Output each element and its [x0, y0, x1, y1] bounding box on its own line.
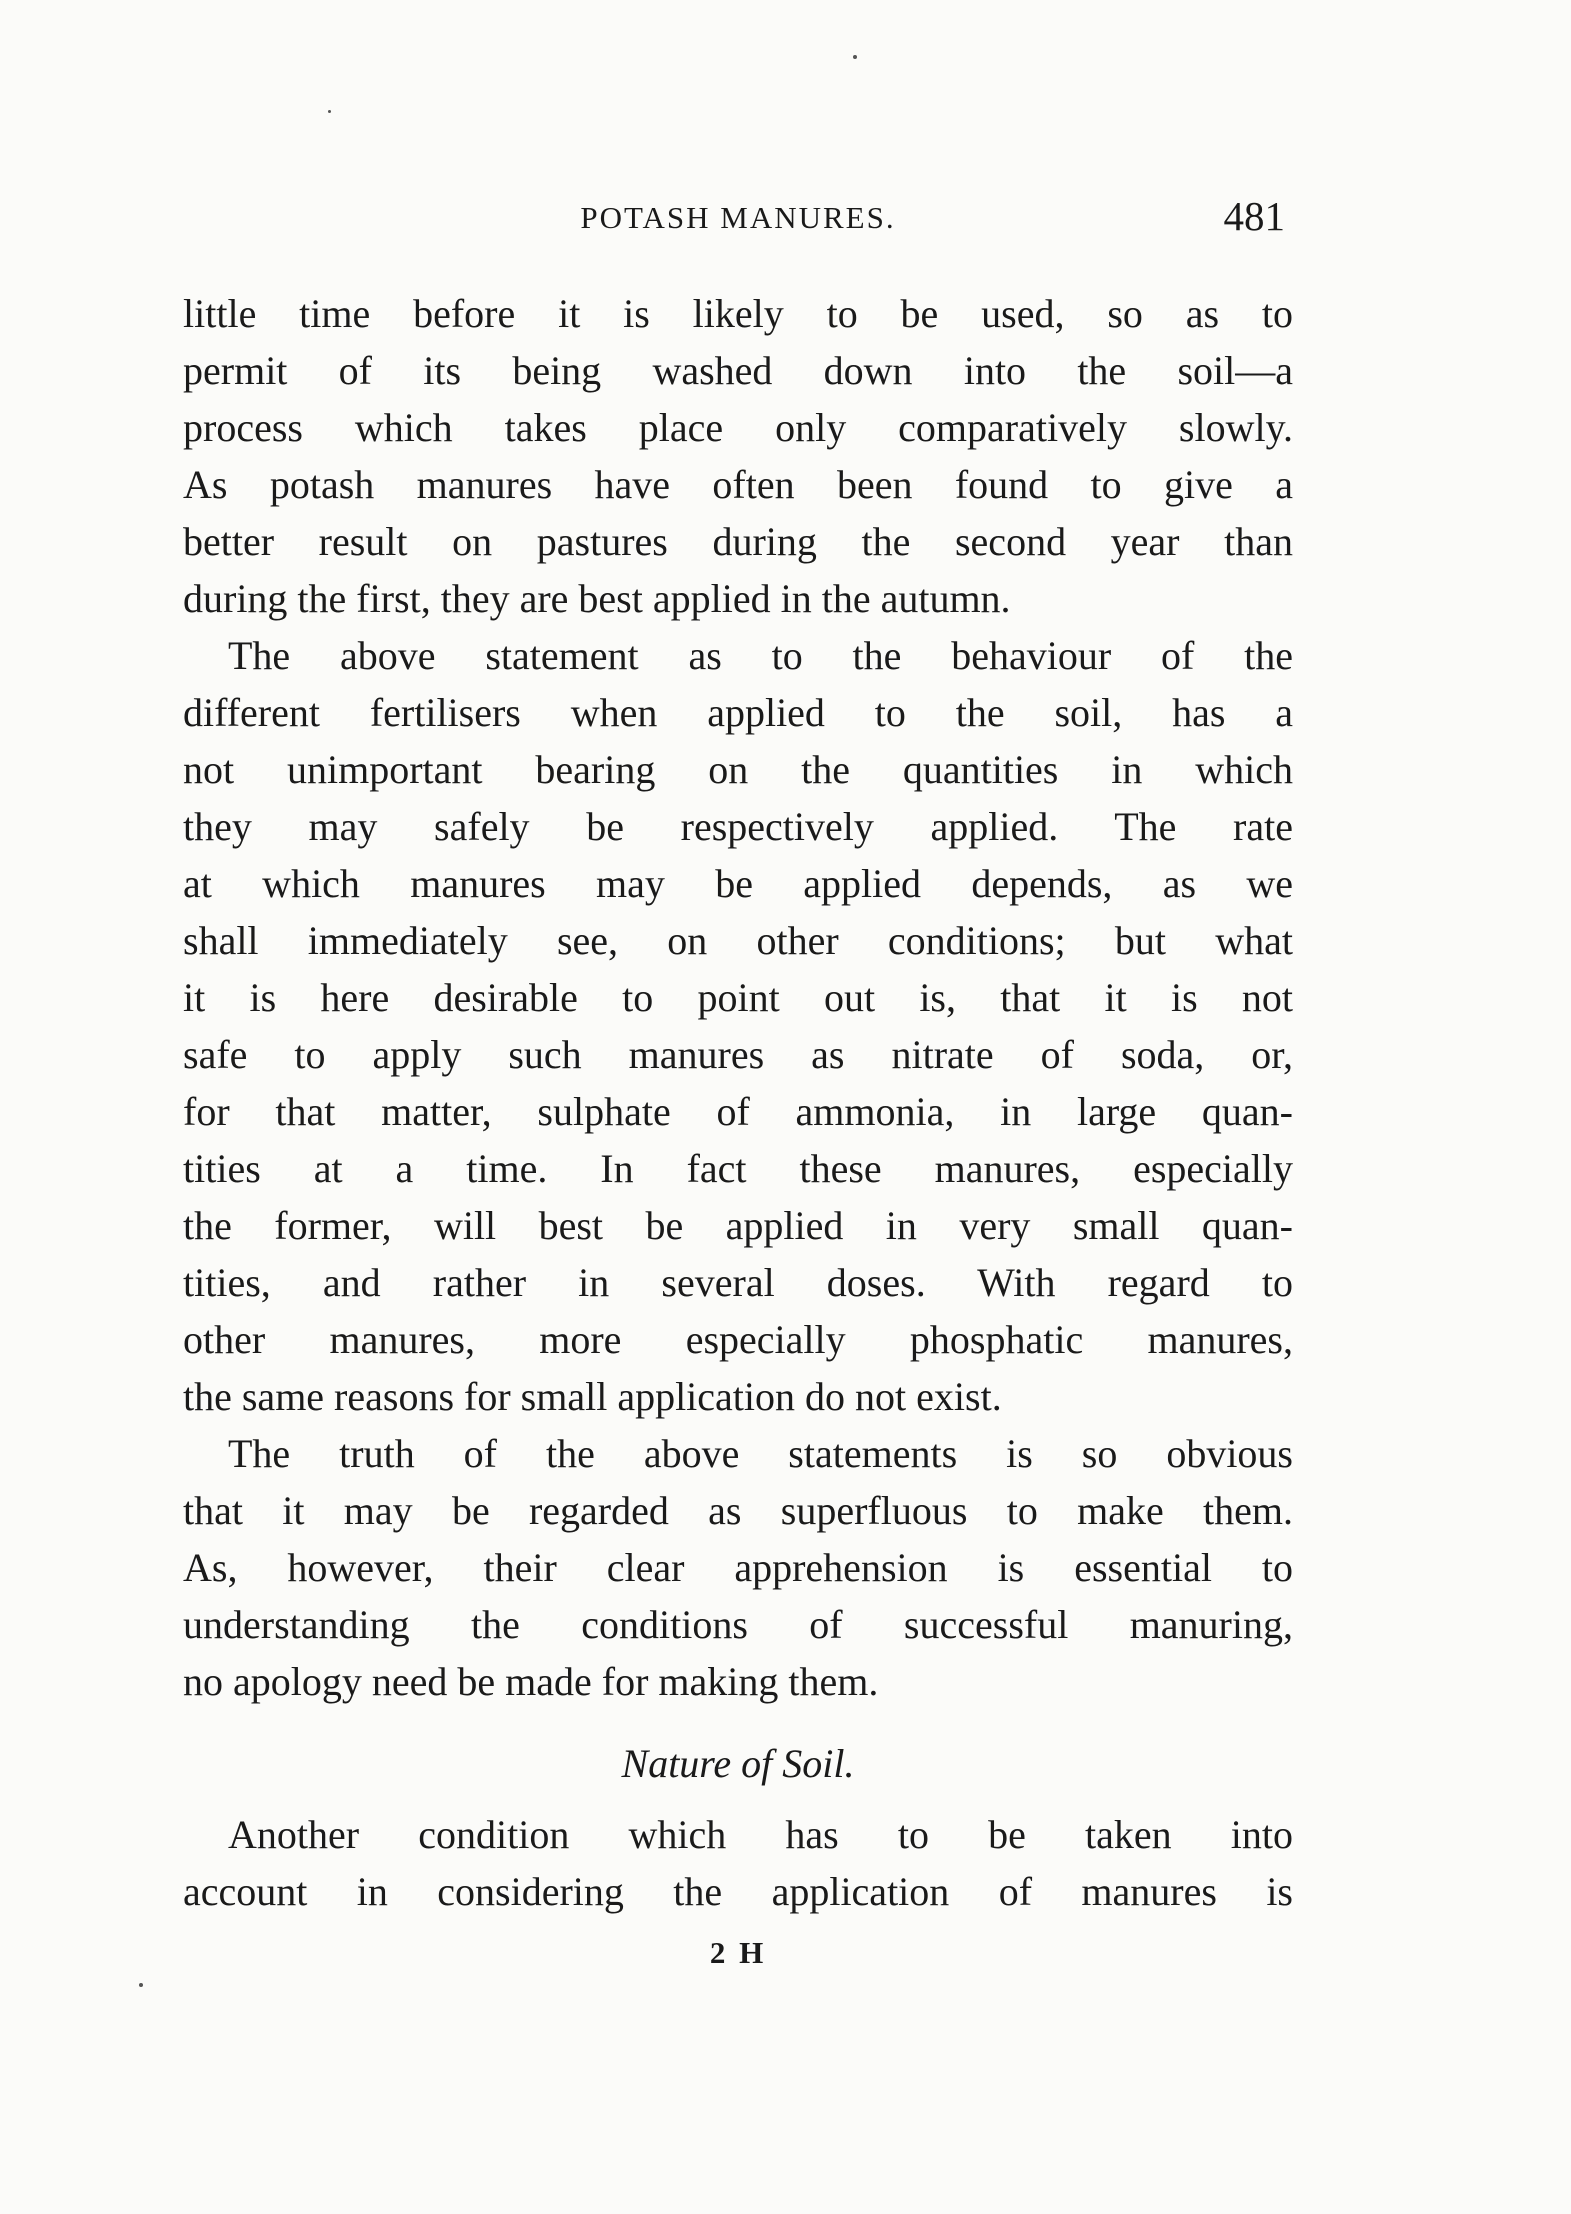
- text-line: account in considering the application of manures is: [183, 1869, 1293, 1914]
- signature-mark: 2 H: [709, 1935, 767, 1970]
- scan-speck: [139, 1983, 143, 1987]
- text-line: during the first, they are best applied in the autumn.: [183, 576, 1011, 621]
- text-line: little time before it is likely to be used, so as to: [183, 291, 1293, 336]
- text-line: permit of its being washed down into the soil—a: [183, 348, 1293, 393]
- text-line: As, however, their clear apprehension is essential to: [183, 1545, 1293, 1590]
- text-line: the former, will best be applied in very small quan-: [183, 1203, 1293, 1248]
- page-number: 481: [1223, 193, 1285, 239]
- text-line: for that matter, sulphate of ammonia, in large quan-: [183, 1089, 1293, 1134]
- text-line: the same reasons for small application do not exist.: [183, 1374, 1002, 1419]
- text-line: they may safely be respectively applied. The rate: [183, 804, 1293, 849]
- text-line: understanding the conditions of successful manuring,: [183, 1602, 1293, 1647]
- section-heading: Nature of Soil.: [621, 1741, 855, 1786]
- text-line: different fertilisers when applied to the soil, has a: [183, 690, 1293, 735]
- running-title: POTASH MANURES.: [580, 200, 896, 235]
- text-line: tities at a time. In fact these manures, especially: [183, 1146, 1293, 1191]
- text-line: no apology need be made for making them.: [183, 1659, 879, 1704]
- running-head: [183, 188, 1293, 248]
- text-line: shall immediately see, on other conditions; but what: [183, 918, 1293, 963]
- text-line: safe to apply such manures as nitrate of soda, or,: [183, 1032, 1293, 1077]
- text-line: The above statement as to the behaviour of the: [228, 633, 1293, 678]
- text-line: The truth of the above statements is so obvious: [228, 1431, 1293, 1476]
- text-line: As potash manures have often been found to give a: [183, 462, 1293, 507]
- text-line: process which takes place only comparatively slowly.: [183, 405, 1293, 450]
- text-line: at which manures may be applied depends, as we: [183, 861, 1293, 906]
- scan-speck: [328, 110, 331, 113]
- text-line: that it may be regarded as superfluous to make them.: [183, 1488, 1293, 1533]
- text-line: better result on pastures during the second year than: [183, 519, 1293, 564]
- scan-speck: [853, 55, 857, 59]
- text-line: other manures, more especially phosphatic manures,: [183, 1317, 1293, 1362]
- text-line: it is here desirable to point out is, that it is not: [183, 975, 1293, 1020]
- text-line: not unimportant bearing on the quantities in which: [183, 747, 1293, 792]
- text-line: Another condition which has to be taken into: [228, 1812, 1293, 1857]
- text-line: tities, and rather in several doses. With regard to: [183, 1260, 1293, 1305]
